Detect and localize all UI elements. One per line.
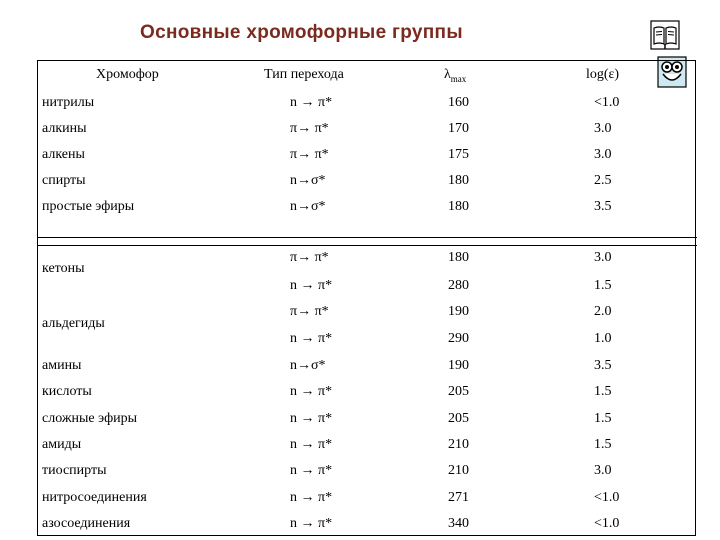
row-transition: π→ π*: [290, 250, 329, 265]
row-transition: n → π*: [290, 437, 333, 452]
row-log-epsilon: 1.0: [594, 331, 612, 346]
row-log-epsilon: 2.0: [594, 304, 612, 319]
row-transition: π→ π*: [290, 147, 329, 162]
book-icon: [650, 20, 680, 50]
col-header-chromophore: Хромофор: [96, 67, 159, 82]
row-lambda-max: 190: [448, 358, 469, 373]
row-transition: n → π*: [290, 95, 333, 110]
row-transition: π→ π*: [290, 121, 329, 136]
row-transition: n → π*: [290, 331, 333, 346]
row-log-epsilon: 1.5: [594, 437, 612, 452]
row-log-epsilon: 3.0: [594, 250, 612, 265]
row-chromophore: кетоны: [42, 261, 85, 276]
row-log-epsilon: 1.5: [594, 278, 612, 293]
row-log-epsilon: 3.5: [594, 358, 612, 373]
chromophore-table: [37, 60, 696, 536]
row-lambda-max: 280: [448, 278, 469, 293]
row-transition: n → π*: [290, 384, 333, 399]
row-chromophore: спирты: [42, 173, 86, 188]
row-lambda-max: 205: [448, 384, 469, 399]
row-lambda-max: 210: [448, 463, 469, 478]
col-header-log: log(ε): [586, 67, 620, 82]
col-header-lambda: $\lambda_{max}$: [444, 67, 467, 84]
row-lambda-max: 180: [448, 250, 469, 265]
row-chromophore: амины: [42, 358, 82, 373]
row-log-epsilon: 3.0: [594, 147, 612, 162]
row-log-epsilon: 2.5: [594, 173, 612, 188]
row-chromophore: амиды: [42, 437, 82, 452]
row-log-epsilon: 1.5: [594, 411, 612, 426]
row-chromophore: тиоспирты: [42, 463, 107, 478]
row-chromophore: азосоединения: [42, 516, 131, 531]
row-lambda-max: 180: [448, 199, 469, 214]
row-chromophore: алкины: [42, 121, 87, 136]
row-transition: n → π*: [290, 278, 333, 293]
row-lambda-max: 170: [448, 121, 469, 136]
row-chromophore: сложные эфиры: [42, 411, 138, 426]
row-transition: n → π*: [290, 516, 333, 531]
row-transition: n → π*: [290, 490, 333, 505]
row-log-epsilon: <1.0: [594, 490, 620, 505]
row-lambda-max: 175: [448, 147, 469, 162]
row-transition: n→σ*: [290, 358, 326, 373]
section-divider: [38, 245, 697, 246]
row-chromophore: нитрилы: [42, 95, 95, 110]
row-lambda-max: 271: [448, 490, 469, 505]
row-lambda-max: 180: [448, 173, 469, 188]
row-transition: π→ π*: [290, 304, 329, 319]
row-chromophore: нитросоединения: [42, 490, 147, 505]
row-transition: n→σ*: [290, 173, 326, 188]
row-log-epsilon: 3.0: [594, 463, 612, 478]
row-lambda-max: 290: [448, 331, 469, 346]
row-log-epsilon: 1.5: [594, 384, 612, 399]
row-log-epsilon: <1.0: [594, 95, 620, 110]
row-lambda-max: 340: [448, 516, 469, 531]
row-lambda-max: 190: [448, 304, 469, 319]
row-chromophore: алкены: [42, 147, 85, 162]
row-chromophore: простые эфиры: [42, 199, 135, 214]
row-lambda-max: 160: [448, 95, 469, 110]
section-divider: [38, 237, 697, 238]
page-title: Основные хромофорные группы: [140, 22, 463, 43]
row-transition: n → π*: [290, 411, 333, 426]
row-log-epsilon: 3.0: [594, 121, 612, 136]
row-log-epsilon: <1.0: [594, 516, 620, 531]
row-transition: n → π*: [290, 463, 333, 478]
col-header-transition: Тип перехода: [264, 67, 344, 82]
row-chromophore: кислоты: [42, 384, 92, 399]
row-lambda-max: 210: [448, 437, 469, 452]
row-transition: n→σ*: [290, 199, 326, 214]
row-log-epsilon: 3.5: [594, 199, 612, 214]
row-lambda-max: 205: [448, 411, 469, 426]
row-chromophore: альдегиды: [42, 316, 105, 331]
